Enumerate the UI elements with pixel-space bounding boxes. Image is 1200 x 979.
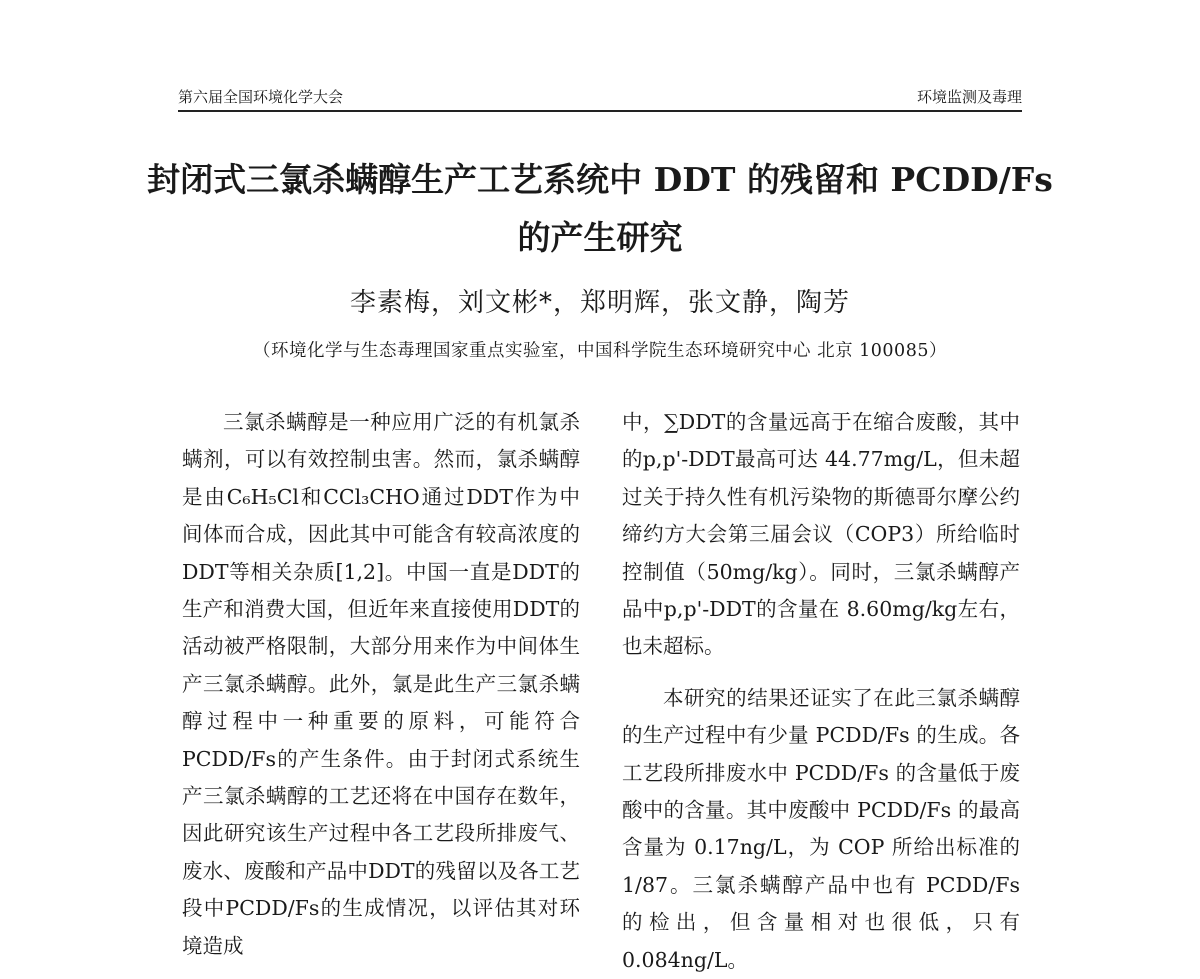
running-header-section: 环境监测及毒理 [916,88,1022,106]
body-column-right [622,404,1020,979]
affiliation: （环境化学与生态毒理国家重点实验室，中国科学院生态环境研究中心 北京 100085） [253,341,947,361]
author-list: 李素梅，刘文彬*，郑明辉，张文静，陶芳 [349,288,850,318]
body-paragraph: 中，∑DDT的含量远高于在缩合废酸，其中的p,p'-DDT最高可达 44.77mg/L，但未超过关于持久性有机污染物的斯德哥尔摩公约缔约方大会第三届会议（COP3）所给临时控制值（50mg/kg）。同时，三氯杀螨醇产品中p,p'-DDT的含量在 8.60mg/kg左右，也未超标。 [622,410,1020,659]
header-divider [178,110,1022,112]
paper-title-line-1: 封闭式三氯杀螨醇生产工艺系统中 DDT 的残留和 PCDD/Fs [147,160,1053,199]
body-paragraph: 本研究的结果还证实了在此三氯杀螨醇的生产过程中有少量 PCDD/Fs 的生成。各工艺段所排废水中 PCDD/Fs 的含量低于废酸中的含量。其中废酸中 PCDD/Fs 的最高含量为 0.17ng/L，为 COP 所给出标准的1/87。三氯杀螨醇产品中也有 PCDD/Fs 的检出，但含量相对也很低，只有 0.084ng/L。 [622,685,1020,972]
body-paragraph: 三氯杀螨醇是一种应用广泛的有机氯杀螨剂，可以有效控制虫害。然而，氯杀螨醇是由C₆H₅Cl和CCl₃CHO通过DDT作为中间体而合成，因此其中可能含有较高浓度的DDT等相关杂质[1,2]。中国一直是DDT的生产和消费大国，但近年来直接使用DDT的活动被严格限制，大部分用来作为中间体生产三氯杀螨醇。此外，氯是此生产三氯杀螨醇过程中一种重要的原料，可能符合PCDD/Fs的产生条件。由于封闭式系统生产三氯杀螨醇的工艺还将在中国存在数年，因此研究该生产过程中各工艺段所排废气、废水、废酸和产品中DDT的残留以及各工艺段中PCDD/Fs的生成情况，以评估其对环境造成 [182,410,580,958]
running-header-conference: 第六届全国环境化学大会 [178,88,344,106]
body-column-left [182,404,580,965]
paper-title-line-2: 的产生研究 [517,218,683,257]
